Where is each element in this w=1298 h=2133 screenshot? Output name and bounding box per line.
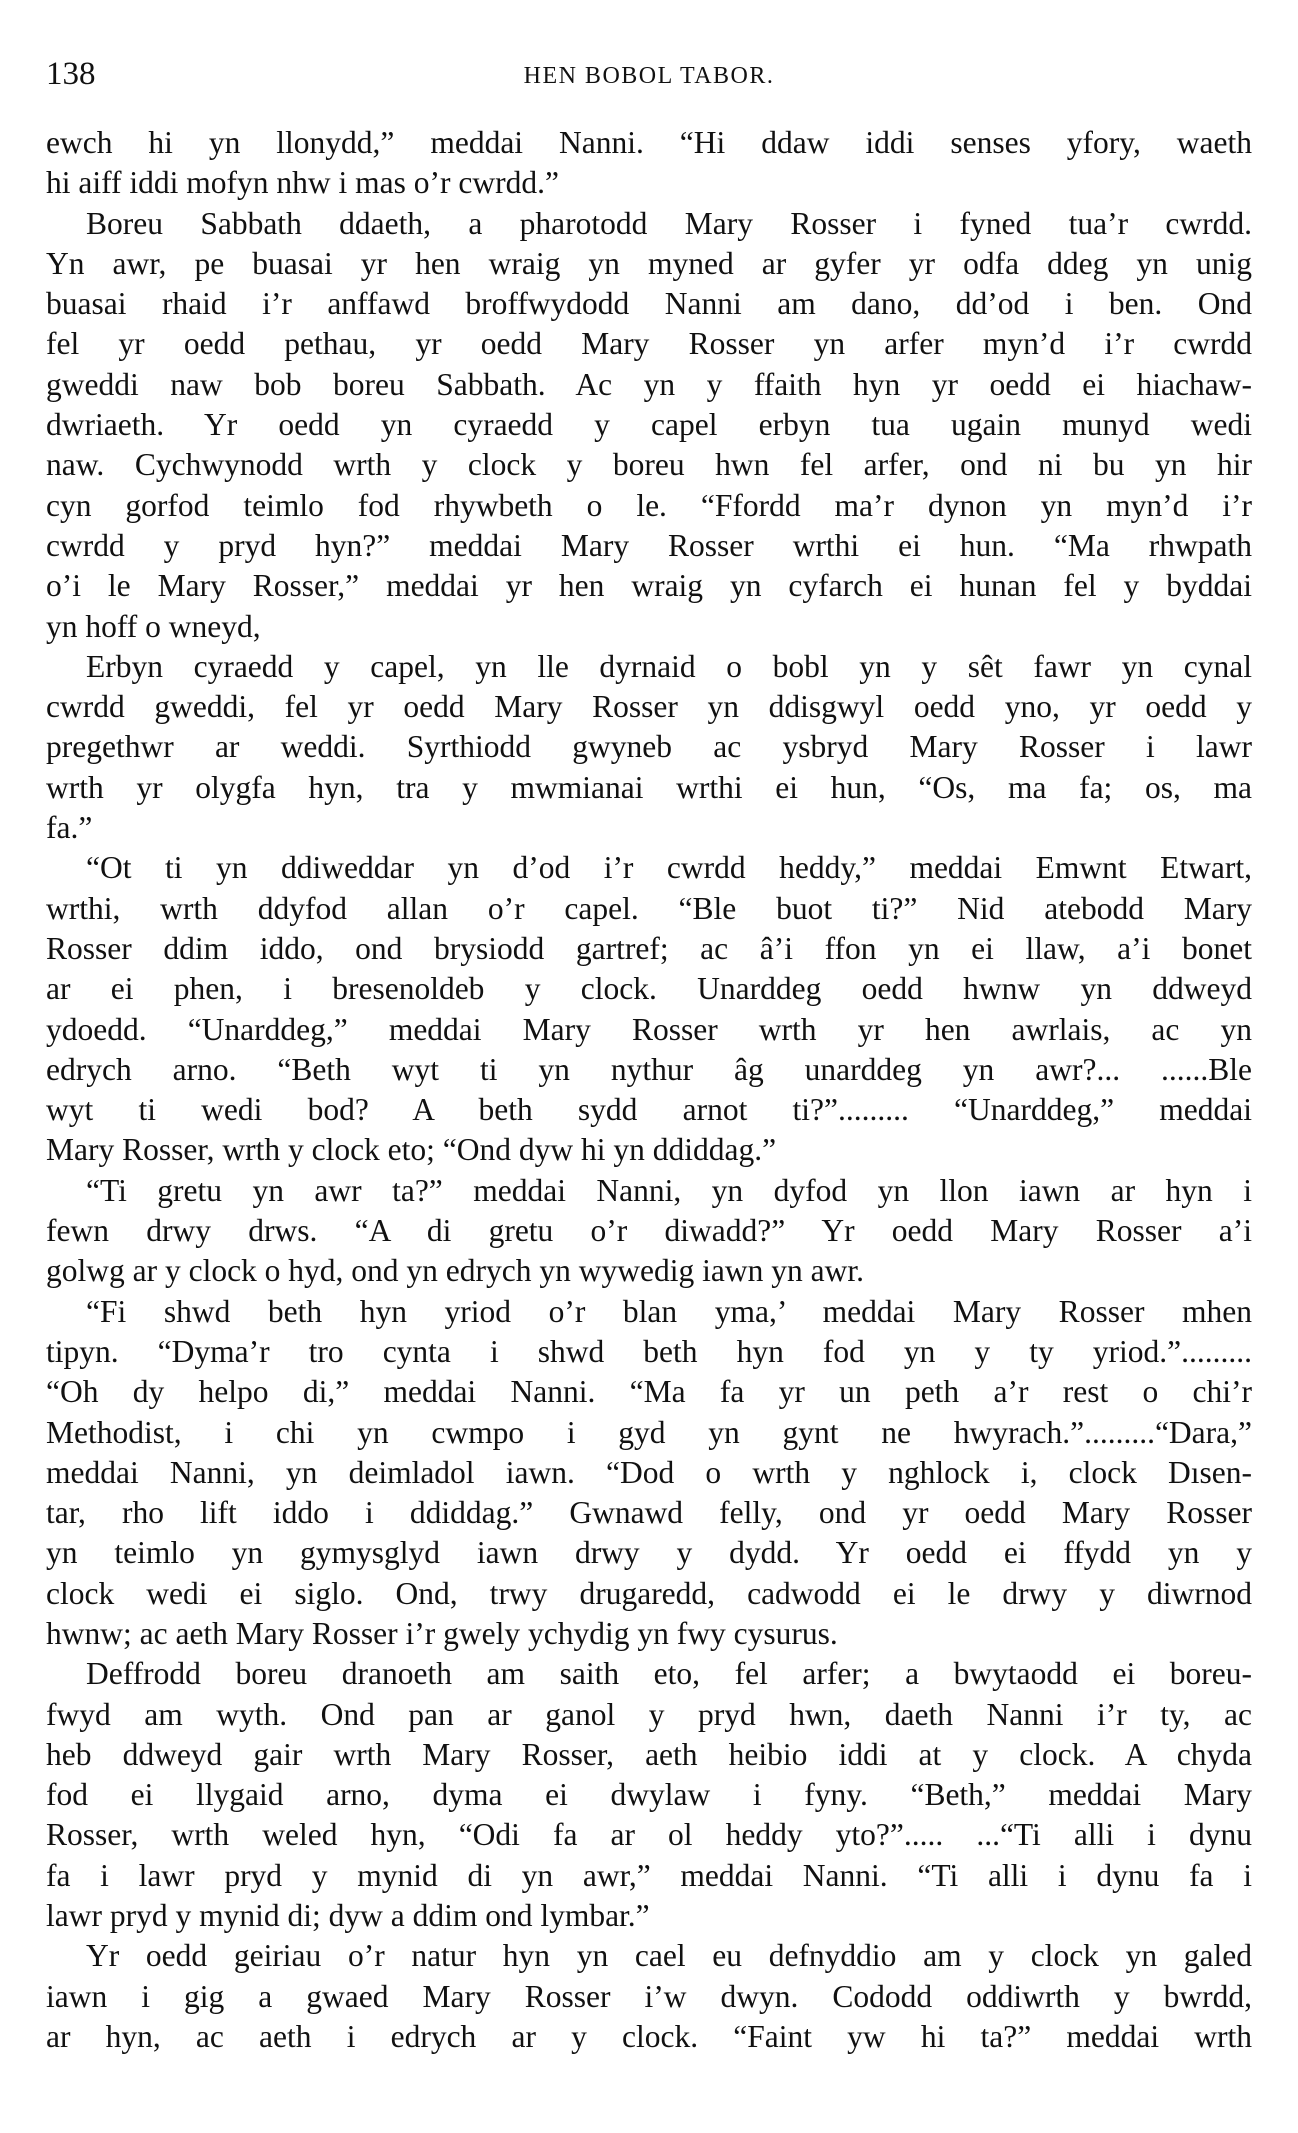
text-line: fel yr oedd pethau, yr oedd Mary Rosser yn arfer myn’d i’r cwrdd bbox=[46, 326, 1252, 362]
text-line: Erbyn cyraedd y capel, yn lle dyrnaid o bobl yn y sêt fawr yn cynal bbox=[86, 648, 1252, 684]
text-line: fa.” bbox=[46, 810, 93, 846]
text-line: Rosser, wrth weled hyn, “Odi fa ar ol heddy yto?”..... ...“Ti alli i dynu bbox=[46, 1817, 1252, 1853]
text-line: ewch hi yn llonydd,” meddai Nanni. “Hi ddaw iddi senses yfory, waeth bbox=[46, 125, 1252, 160]
running-title: HEN BOBOL TABOR. bbox=[523, 63, 775, 89]
text-line: “Oh dy helpo di,” meddai Nanni. “Ma fa yr un peth a’r rest o chi’r bbox=[46, 1374, 1252, 1410]
text-line: heb ddweyd gair wrth Mary Rosser, aeth heibio iddi at y clock. A chyda bbox=[46, 1736, 1252, 1772]
text-line: ydoedd. “Unarddeg,” meddai Mary Rosser wrth yr hen awrlais, ac yn bbox=[46, 1011, 1252, 1047]
text-line: yn hoff o wneyd, bbox=[46, 608, 261, 644]
text-line: tipyn. “Dyma’r tro cynta i shwd beth hyn fod yn y ty yriod.”......... bbox=[46, 1333, 1252, 1369]
text-line: pregethwr ar weddi. Syrthiodd gwyneb ac ysbryd Mary Rosser i lawr bbox=[46, 729, 1252, 765]
text-line: “Ot ti yn ddiweddar yn d’od i’r cwrdd heddy,” meddai Emwnt Etwart, bbox=[86, 850, 1252, 886]
text-line: buasai rhaid i’r anffawd broffwydodd Nanni am dano, dd’od i ben. Ond bbox=[46, 286, 1252, 322]
body-text bbox=[46, 123, 1252, 2057]
text-line: hi aiff iddi mofyn nhw i mas o’r cwrdd.” bbox=[46, 165, 559, 201]
text-line: edrych arno. “Beth wyt ti yn nythur âg unarddeg yn awr?... ......Ble bbox=[46, 1051, 1252, 1087]
text-line: meddai Nanni, yn deimladol iawn. “Dod o wrth y nghlock i, clock Dısen- bbox=[46, 1454, 1252, 1490]
text-line: cyn gorfod teimlo fod rhywbeth o le. “Ffordd ma’r dynon yn myn’d i’r bbox=[46, 487, 1252, 523]
text-line: fa i lawr pryd y mynid di yn awr,” meddai Nanni. “Ti alli i dynu fa i bbox=[46, 1857, 1252, 1893]
text-line: Yn awr, pe buasai yr hen wraig yn myned ar gyfer yr odfa ddeg yn unig bbox=[46, 245, 1252, 281]
text-line: clock wedi ei siglo. Ond, trwy drugaredd, cadwodd ei le drwy y diwrnod bbox=[46, 1575, 1252, 1611]
text-line: ar ei phen, i bresenoldeb y clock. Unarddeg oedd hwnw yn ddweyd bbox=[46, 971, 1252, 1007]
text-line: dwriaeth. Yr oedd yn cyraedd y capel erbyn tua ugain munyd wedi bbox=[46, 407, 1252, 443]
text-line: naw. Cychwynodd wrth y clock y boreu hwn fel arfer, ond ni bu yn hir bbox=[46, 447, 1252, 483]
text-line: lawr pryd y mynid di; dyw a ddim ond lymbar.” bbox=[46, 1898, 650, 1934]
text-line: Boreu Sabbath ddaeth, a pharotodd Mary Rosser i fyned tua’r cwrdd. bbox=[86, 205, 1252, 241]
text-line: tar, rho lift iddo i ddiddag.” Gwnawd felly, ond yr oedd Mary Rosser bbox=[46, 1495, 1252, 1531]
text-line: fod ei llygaid arno, dyma ei dwylaw i fyny. “Beth,” meddai Mary bbox=[46, 1777, 1252, 1813]
text-line: golwg ar y clock o hyd, ond yn edrych yn wywedig iawn yn awr. bbox=[46, 1253, 864, 1289]
text-line: Deffrodd boreu dranoeth am saith eto, fel arfer; a bwytaodd ei boreu- bbox=[86, 1656, 1252, 1692]
text-line: Yr oedd geiriau o’r natur hyn yn cael eu defnyddio am y clock yn galed bbox=[86, 1938, 1252, 1974]
text-line: iawn i gig a gwaed Mary Rosser i’w dwyn. Cododd oddiwrth y bwrdd, bbox=[46, 1978, 1252, 2014]
text-line: wrth yr olygfa hyn, tra y mwmianai wrthi ei hun, “Os, ma fa; os, ma bbox=[46, 769, 1252, 805]
text-line: gweddi naw bob boreu Sabbath. Ac yn y ffaith hyn yr oedd ei hiachaw- bbox=[46, 366, 1252, 402]
text-line: Methodist, i chi yn cwmpo i gyd yn gynt ne hwyrach.”.........“Dara,” bbox=[46, 1414, 1252, 1450]
page-header bbox=[46, 52, 1252, 96]
page-number: 138 bbox=[46, 56, 96, 92]
text-line: Rosser ddim iddo, ond brysiodd gartref; ac â’i ffon yn ei llaw, a’i bonet bbox=[46, 930, 1252, 966]
text-line: fwyd am wyth. Ond pan ar ganol y pryd hwn, daeth Nanni i’r ty, ac bbox=[46, 1696, 1252, 1732]
text-line: “Fi shwd beth hyn yriod o’r blan yma,’ meddai Mary Rosser mhen bbox=[86, 1293, 1252, 1329]
text-line: fewn drwy drws. “A di gretu o’r diwadd?” Yr oedd Mary Rosser a’i bbox=[46, 1213, 1252, 1249]
text-line: ar hyn, ac aeth i edrych ar y clock. “Faint yw hi ta?” meddai wrth bbox=[46, 2018, 1252, 2054]
text-line: wyt ti wedi bod? A beth sydd arnot ti?”......... “Unarddeg,” meddai bbox=[46, 1092, 1252, 1128]
text-line: cwrdd y pryd hyn?” meddai Mary Rosser wrthi ei hun. “Ma rhwpath bbox=[46, 527, 1252, 563]
text-line: “Ti gretu yn awr ta?” meddai Nanni, yn dyfod yn llon iawn ar hyn i bbox=[86, 1172, 1252, 1208]
text-line: o’i le Mary Rosser,” meddai yr hen wraig yn cyfarch ei hunan fel y byddai bbox=[46, 568, 1252, 604]
text-line: Mary Rosser, wrth y clock eto; “Ond dyw hi yn ddiddag.” bbox=[46, 1132, 777, 1168]
text-line: wrthi, wrth ddyfod allan o’r capel. “Ble buot ti?” Nid atebodd Mary bbox=[46, 890, 1252, 926]
text-line: yn teimlo yn gymysglyd iawn drwy y dydd. Yr oedd ei ffydd yn y bbox=[46, 1535, 1252, 1571]
text-line: hwnw; ac aeth Mary Rosser i’r gwely ychydig yn fwy cysurus. bbox=[46, 1615, 838, 1651]
text-line: cwrdd gweddi, fel yr oedd Mary Rosser yn ddisgwyl oedd yno, yr oedd y bbox=[46, 689, 1252, 725]
